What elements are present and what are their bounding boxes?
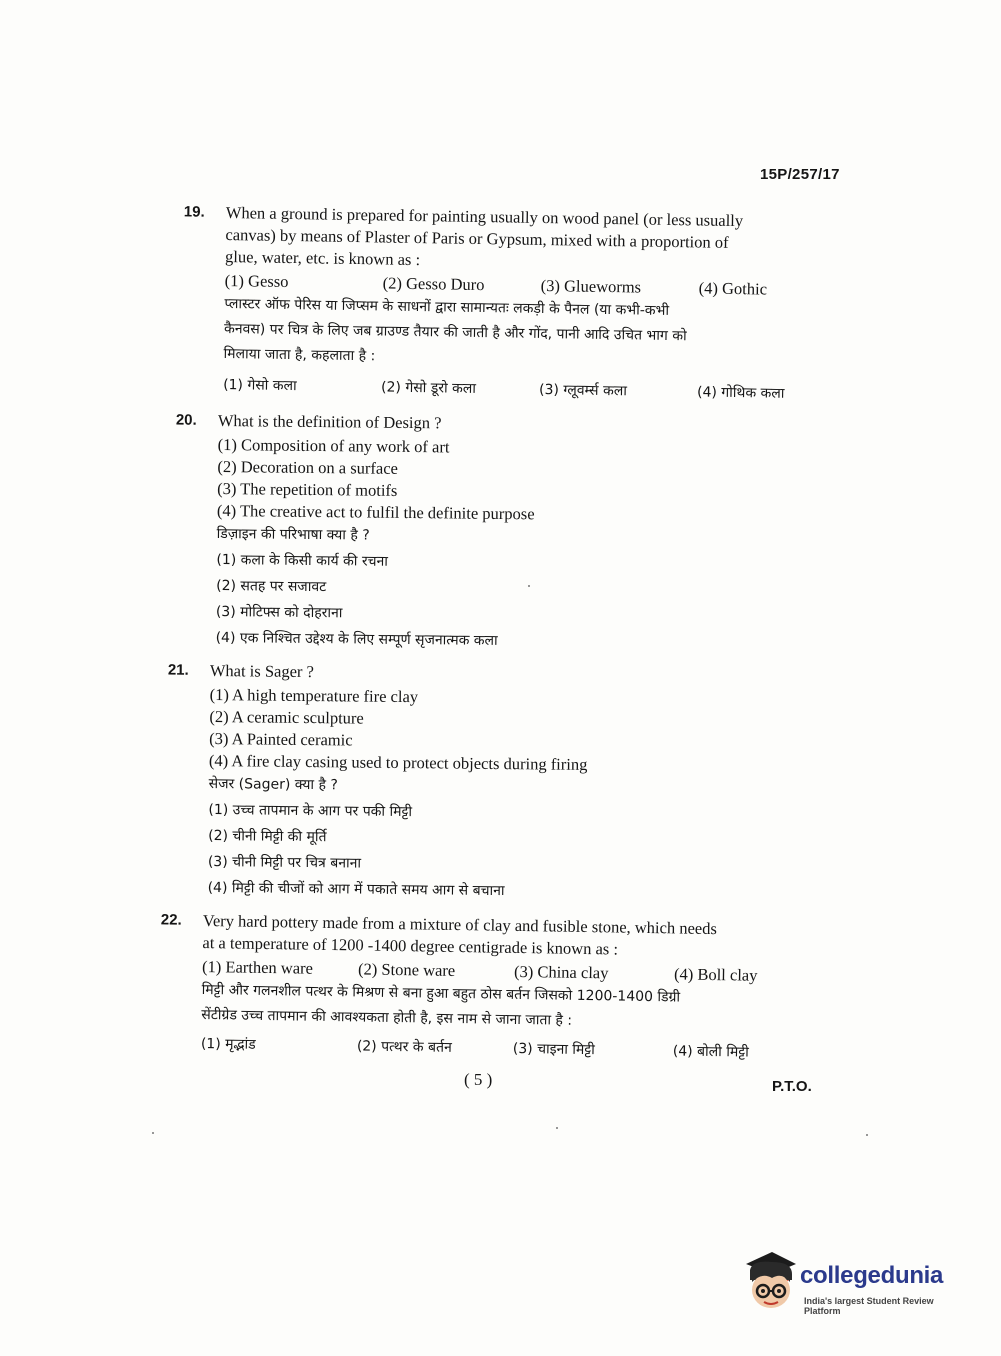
scan-speck xyxy=(528,585,530,587)
option: (4) गोथिक कला xyxy=(696,384,785,402)
option: (1) मृद्भांड xyxy=(200,1035,256,1053)
option: (2) सतह पर सजावट xyxy=(216,577,327,596)
question-19 xyxy=(183,202,846,408)
question-text-line: glue, water, etc. is known as : xyxy=(224,246,421,270)
options-list-hindi xyxy=(207,798,808,907)
question-number: 19. xyxy=(183,203,205,221)
option: (1) उच्च तापमान के आग पर पकी मिट्टी xyxy=(208,801,413,821)
question-text-line-hindi: मिट्टी और गलनशील पत्थर के मिश्रण से बना हुआ बहुत ठोस बर्तन जिसको 1200-1400 डिग्री xyxy=(201,981,681,1006)
option: (3) China clay xyxy=(513,961,609,983)
options-list-en xyxy=(209,684,810,778)
option: (2) Decoration on a surface xyxy=(217,456,398,478)
question-text-line: canvas) by means of Plaster of Paris or Gypsum, mixed with a proportion of xyxy=(225,224,729,252)
mascot-icon xyxy=(742,1250,800,1312)
option: (2) गेसो डूरो कला xyxy=(380,379,477,397)
scan-speck xyxy=(152,1132,154,1134)
question-text-line-hindi: प्लास्टर ऑफ पेरिस या जिप्सम के साधनों द्वारा सामान्यतः लकड़ी के पैनल (या कभी-कभी xyxy=(224,295,670,319)
collegedunia-logo xyxy=(742,1250,972,1320)
question-number: 20. xyxy=(175,411,197,429)
question-text-line: What is Sager ? xyxy=(209,660,314,682)
question-21 xyxy=(167,660,810,908)
option: (2) Gesso Duro xyxy=(382,273,485,295)
question-text-line-hindi: डिज़ाइन की परिभाषा क्या है ? xyxy=(216,525,370,544)
option: (2) चीनी मिट्टी की मूर्ति xyxy=(208,827,327,846)
option: (1) A high temperature fire clay xyxy=(209,684,419,707)
brand-tagline: India's largest Student Review Platform xyxy=(804,1296,934,1316)
question-text-line-hindi: सेजर (Sager) क्या है ? xyxy=(208,775,338,794)
option: (3) चीनी मिट्टी पर चित्र बनाना xyxy=(207,853,362,872)
question-number: 21. xyxy=(167,661,189,679)
page-number: ( 5 ) xyxy=(464,1070,493,1089)
option: (4) एक निश्चित उद्देश्य के लिए सम्पूर्ण सृजनात्मक कला xyxy=(215,629,498,649)
option: (4) The creative act to fulfil the definite purpose xyxy=(216,500,535,524)
options-row-hindi xyxy=(223,373,843,408)
option: (3) मोटिफ्स को दोहराना xyxy=(215,603,343,622)
option: (4) Boll clay xyxy=(673,964,758,985)
option: (3) ग्लूवर्म्स कला xyxy=(538,381,628,400)
question-22 xyxy=(160,910,823,1067)
option: (4) A fire clay casing used to protect objects during firing xyxy=(208,750,588,774)
pto-label: P.T.O. xyxy=(772,1078,812,1095)
option: (3) Glueworms xyxy=(540,275,642,297)
paper-code: 15P/257/17 xyxy=(760,166,840,183)
option: (3) A Painted ceramic xyxy=(209,728,353,750)
option: (2) A ceramic sculpture xyxy=(209,706,364,728)
option: (2) Stone ware xyxy=(357,959,456,980)
option: (1) Earthen ware xyxy=(201,956,314,978)
option: (3) चाइना मिट्टी xyxy=(512,1040,595,1059)
question-text-line: What is the definition of Design ? xyxy=(217,410,442,433)
question-text-line: at a temperature of 1200 -1400 degree centigrade is known as : xyxy=(202,932,619,959)
option: (4) बोली मिट्टी xyxy=(672,1043,749,1061)
option: (1) Composition of any work of art xyxy=(217,434,450,457)
question-text-line: When a ground is prepared for painting usually on wood panel (or less usually xyxy=(225,202,744,231)
options-list-en xyxy=(217,434,818,528)
question-text-line: Very hard pottery made from a mixture of clay and fusible stone, which needs xyxy=(202,910,718,939)
scan-speck xyxy=(556,1127,558,1129)
option: (3) The repetition of motifs xyxy=(217,478,398,500)
option: (1) Gesso xyxy=(224,270,289,291)
question-number: 22. xyxy=(160,911,182,929)
question-text-line-hindi: सेंटीग्रेड उच्च तापमान की आवश्यकता होती है, इस नाम से जाना जाता है : xyxy=(201,1006,573,1029)
options-list-hindi xyxy=(215,548,816,657)
question-20 xyxy=(175,410,818,658)
question-text-line-hindi: मिलाया जाता है, कहलाता है : xyxy=(223,345,376,365)
option: (1) गेसो कला xyxy=(222,376,297,395)
options-row-hindi xyxy=(201,1032,821,1067)
option: (4) मिट्टी की चीजों को आग में पकाते समय आग से बचाना xyxy=(207,879,505,900)
option: (2) पत्थर के बर्तन xyxy=(356,1038,452,1056)
question-text-line-hindi: कैनवस) पर चित्र के लिए जब ग्राउण्ड तैयार की जाती है और गोंद, पानी आदि उचित भाग को xyxy=(223,320,687,345)
brand-name: collegedunia xyxy=(800,1262,944,1289)
option: (4) Gothic xyxy=(698,278,768,299)
scan-speck xyxy=(866,1134,868,1136)
option: (1) कला के किसी कार्य की रचना xyxy=(216,551,389,570)
